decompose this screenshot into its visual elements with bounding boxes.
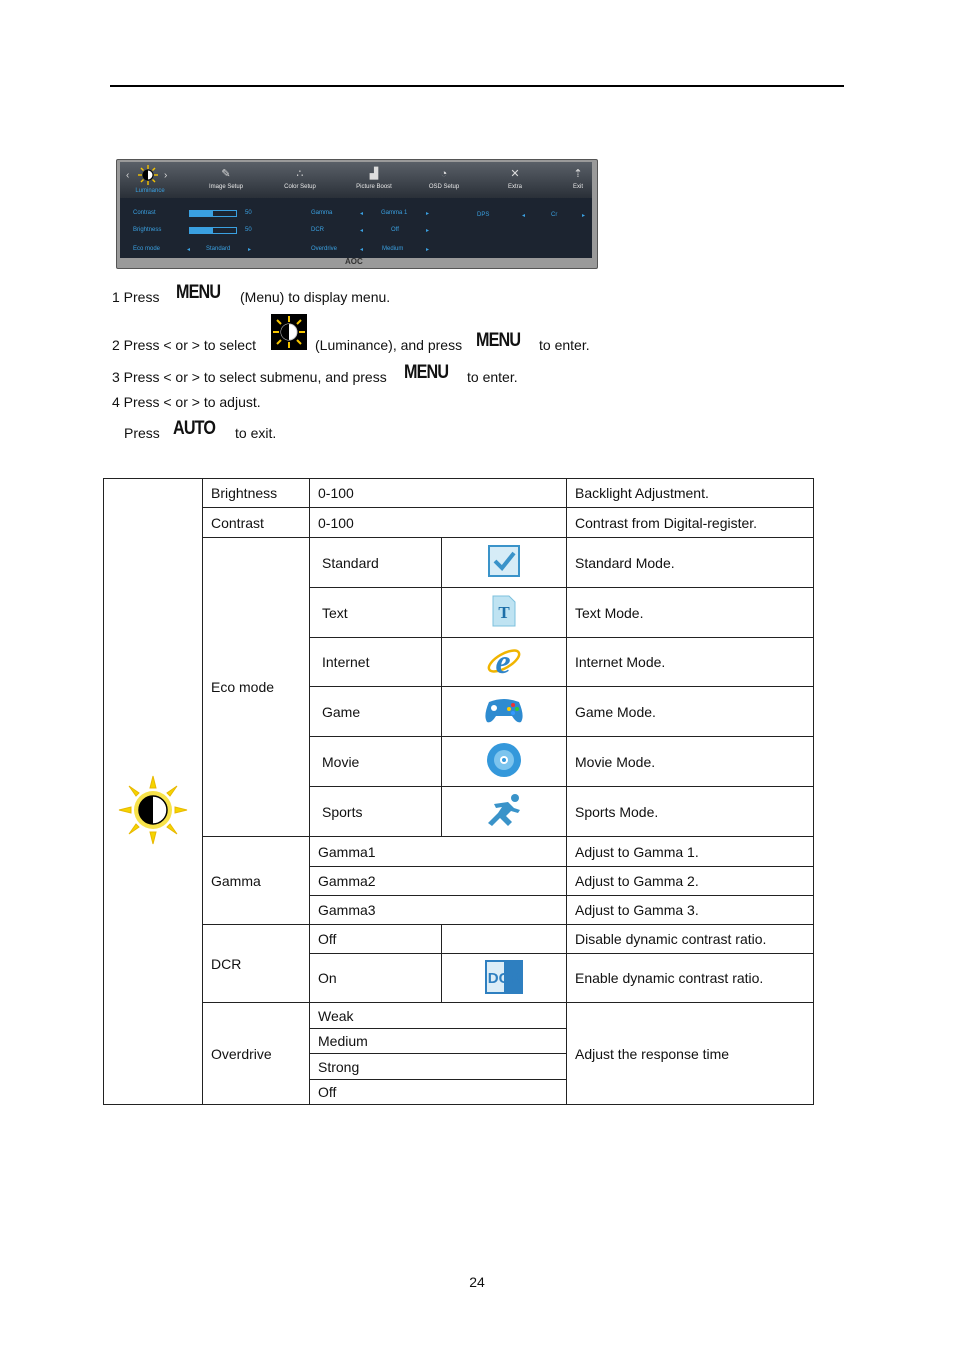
osd-eco-label: Eco mode — [133, 246, 161, 252]
overdrive-medium: Medium — [310, 1029, 567, 1054]
eco-standard-label: Standard — [310, 538, 442, 588]
osd-tab-bar — [120, 162, 592, 198]
osd-tab-color-setup[interactable]: Color Setup — [284, 184, 316, 190]
eco-sports-label: Sports — [310, 787, 442, 837]
gamma2-desc: Adjust to Gamma 2. — [567, 867, 814, 896]
eco-standard-desc: Standard Mode. — [567, 538, 814, 588]
overdrive-name: Overdrive — [203, 1003, 310, 1105]
gamma3-label: Gamma3 — [310, 896, 567, 925]
osd-gamma-left-arrow[interactable]: ◂ — [360, 211, 364, 217]
osd-dps-left-arrow[interactable]: ◂ — [522, 213, 526, 219]
brightness-range: 0-100 — [310, 479, 567, 508]
osd-setup-icon: ◔ — [440, 168, 448, 180]
osd-gamma-label: Gamma — [311, 210, 333, 216]
step2-tail: to enter. — [539, 337, 590, 353]
osd-tab-extra[interactable]: Extra — [507, 184, 522, 190]
osd-brightness-value: 50 — [245, 227, 252, 233]
osd-eco-value: Standard — [206, 246, 231, 252]
osd-overdrive-left-arrow[interactable]: ◂ — [360, 247, 364, 253]
gamma-name: Gamma — [203, 837, 310, 925]
osd-brightness-label: Brightness — [133, 227, 162, 233]
luminance-icon — [271, 314, 307, 350]
table-row — [104, 1003, 814, 1029]
osd-contrast-bar[interactable] — [189, 210, 237, 217]
page-number: 24 — [469, 1274, 485, 1290]
contrast-range: 0-100 — [310, 508, 567, 538]
table-row — [104, 925, 814, 954]
osd-brightness-bar[interactable] — [189, 227, 237, 234]
header-rule — [110, 85, 844, 87]
luminance-cell — [104, 479, 203, 1105]
osd-tab-luminance[interactable]: Luminance — [135, 188, 165, 194]
dcr-icon-text: DCR — [487, 969, 521, 987]
osd-dps-right-arrow[interactable]: ▸ — [582, 213, 586, 219]
gamma3-desc: Adjust to Gamma 3. — [567, 896, 814, 925]
standard-check-icon — [487, 544, 521, 578]
internet-explorer-icon — [486, 642, 522, 680]
dcr-on-label: On — [310, 954, 442, 1003]
table-row — [104, 508, 814, 538]
eco-sports-desc: Sports Mode. — [567, 787, 814, 837]
osd-eco-right-arrow[interactable]: ▸ — [248, 247, 252, 253]
auto-key-icon: AUTO — [173, 418, 216, 439]
gamma1-desc: Adjust to Gamma 1. — [567, 837, 814, 867]
table-row — [104, 479, 814, 508]
dcr-on-icon-cell — [442, 954, 567, 1003]
chevron-right-icon: › — [164, 170, 168, 181]
eco-game-icon-cell — [442, 687, 567, 737]
dcr-off-desc: Disable dynamic contrast ratio. — [567, 925, 814, 954]
gamma1-label: Gamma1 — [310, 837, 567, 867]
osd-overdrive-label: Overdrive — [311, 246, 338, 252]
menu-key-icon: MENU — [476, 330, 521, 351]
overdrive-off: Off — [310, 1080, 567, 1105]
eco-game-desc: Game Mode. — [567, 687, 814, 737]
osd-dcr-value: Off — [391, 227, 399, 233]
eco-movie-desc: Movie Mode. — [567, 737, 814, 787]
step4-text: 4 Press < or > to adjust. — [112, 394, 261, 410]
step1-tail: (Menu) to display menu. — [240, 289, 391, 305]
overdrive-desc: Adjust the response time — [567, 1003, 814, 1105]
eco-text-icon-cell — [442, 588, 567, 638]
luminance-settings-table — [103, 478, 814, 1105]
step5-tail: to exit. — [235, 425, 277, 441]
osd-dps-value: Cr — [551, 212, 558, 218]
aoc-logo: AOC — [345, 257, 363, 266]
contrast-name: Contrast — [203, 508, 310, 538]
table-row — [104, 837, 814, 867]
eco-game-label: Game — [310, 687, 442, 737]
menu-key-icon: MENU — [404, 362, 449, 383]
luminance-tab-icon — [138, 165, 158, 185]
eco-text-desc: Text Mode. — [567, 588, 814, 638]
menu-key-icon: MENU — [176, 282, 221, 303]
osd-tab-osd-setup[interactable]: OSD Setup — [428, 184, 460, 190]
brightness-name: Brightness — [203, 479, 310, 508]
step3-tail: to enter. — [467, 369, 518, 385]
eco-movie-label: Movie — [310, 737, 442, 787]
table-row — [104, 538, 814, 588]
osd-overdrive-value: Medium — [382, 246, 404, 252]
step5-text: Press — [124, 425, 160, 441]
eco-internet-icon-cell — [442, 638, 567, 687]
eco-standard-icon-cell — [442, 538, 567, 588]
osd-screen — [120, 162, 592, 258]
step2-mid: (Luminance), and press — [315, 337, 463, 353]
step2-text: 2 Press < or > to select — [112, 337, 256, 353]
eco-internet-label: Internet — [310, 638, 442, 687]
dcr-off-icon-cell — [442, 925, 567, 954]
exit-icon: ⇡ — [573, 168, 583, 180]
eco-internet-desc: Internet Mode. — [567, 638, 814, 687]
step3-text: 3 Press < or > to select submenu, and press — [112, 369, 387, 385]
svg-text:e: e — [495, 643, 511, 680]
image-setup-icon: ✎ — [221, 168, 231, 180]
gamma2-label: Gamma2 — [310, 867, 567, 896]
osd-gamma-right-arrow[interactable]: ▸ — [426, 211, 430, 217]
gamepad-icon — [483, 694, 525, 726]
osd-gamma-value: Gamma 1 — [381, 210, 408, 216]
osd-tab-exit[interactable]: Exit — [572, 184, 583, 190]
luminance-large-icon — [117, 774, 189, 846]
svg-text:T: T — [498, 603, 510, 622]
extra-icon: ✕ — [510, 168, 520, 180]
osd-dps-label: DPS — [477, 212, 490, 218]
brightness-desc: Backlight Adjustment. — [567, 479, 814, 508]
contrast-desc: Contrast from Digital-register. — [567, 508, 814, 538]
running-person-icon — [484, 792, 524, 828]
color-setup-icon: ∴ — [296, 168, 304, 180]
osd-contrast-label: Contrast — [133, 210, 156, 216]
step1-text: 1 Press — [112, 289, 160, 305]
osd-eco-left-arrow[interactable]: ◂ — [187, 247, 191, 253]
eco-text-label: Text — [310, 588, 442, 638]
chevron-left-icon: ‹ — [126, 170, 130, 181]
dcr-name: DCR — [203, 925, 310, 1003]
osd-dcr-label: DCR — [311, 227, 324, 233]
osd-dcr-right-arrow[interactable]: ▸ — [426, 228, 430, 234]
osd-tab-image-setup[interactable]: Image Setup — [208, 184, 244, 190]
eco-movie-icon-cell — [442, 737, 567, 787]
osd-dcr-left-arrow[interactable]: ◂ — [360, 228, 364, 234]
eco-mode-name: Eco mode — [203, 538, 310, 837]
picture-boost-icon: ▟ — [369, 168, 379, 180]
dcr-on-desc: Enable dynamic contrast ratio. — [567, 954, 814, 1003]
osd-screenshot — [116, 159, 598, 269]
osd-overdrive-right-arrow[interactable]: ▸ — [426, 247, 430, 253]
osd-tab-picture-boost[interactable]: Picture Boost — [356, 184, 392, 190]
eco-sports-icon-cell — [442, 787, 567, 837]
dcr-off-label: Off — [310, 925, 442, 954]
overdrive-weak: Weak — [310, 1003, 567, 1029]
disc-icon — [486, 742, 522, 778]
dcr-icon — [485, 960, 523, 994]
osd-contrast-value: 50 — [245, 210, 252, 216]
overdrive-strong: Strong — [310, 1054, 567, 1080]
text-mode-icon — [491, 594, 517, 628]
